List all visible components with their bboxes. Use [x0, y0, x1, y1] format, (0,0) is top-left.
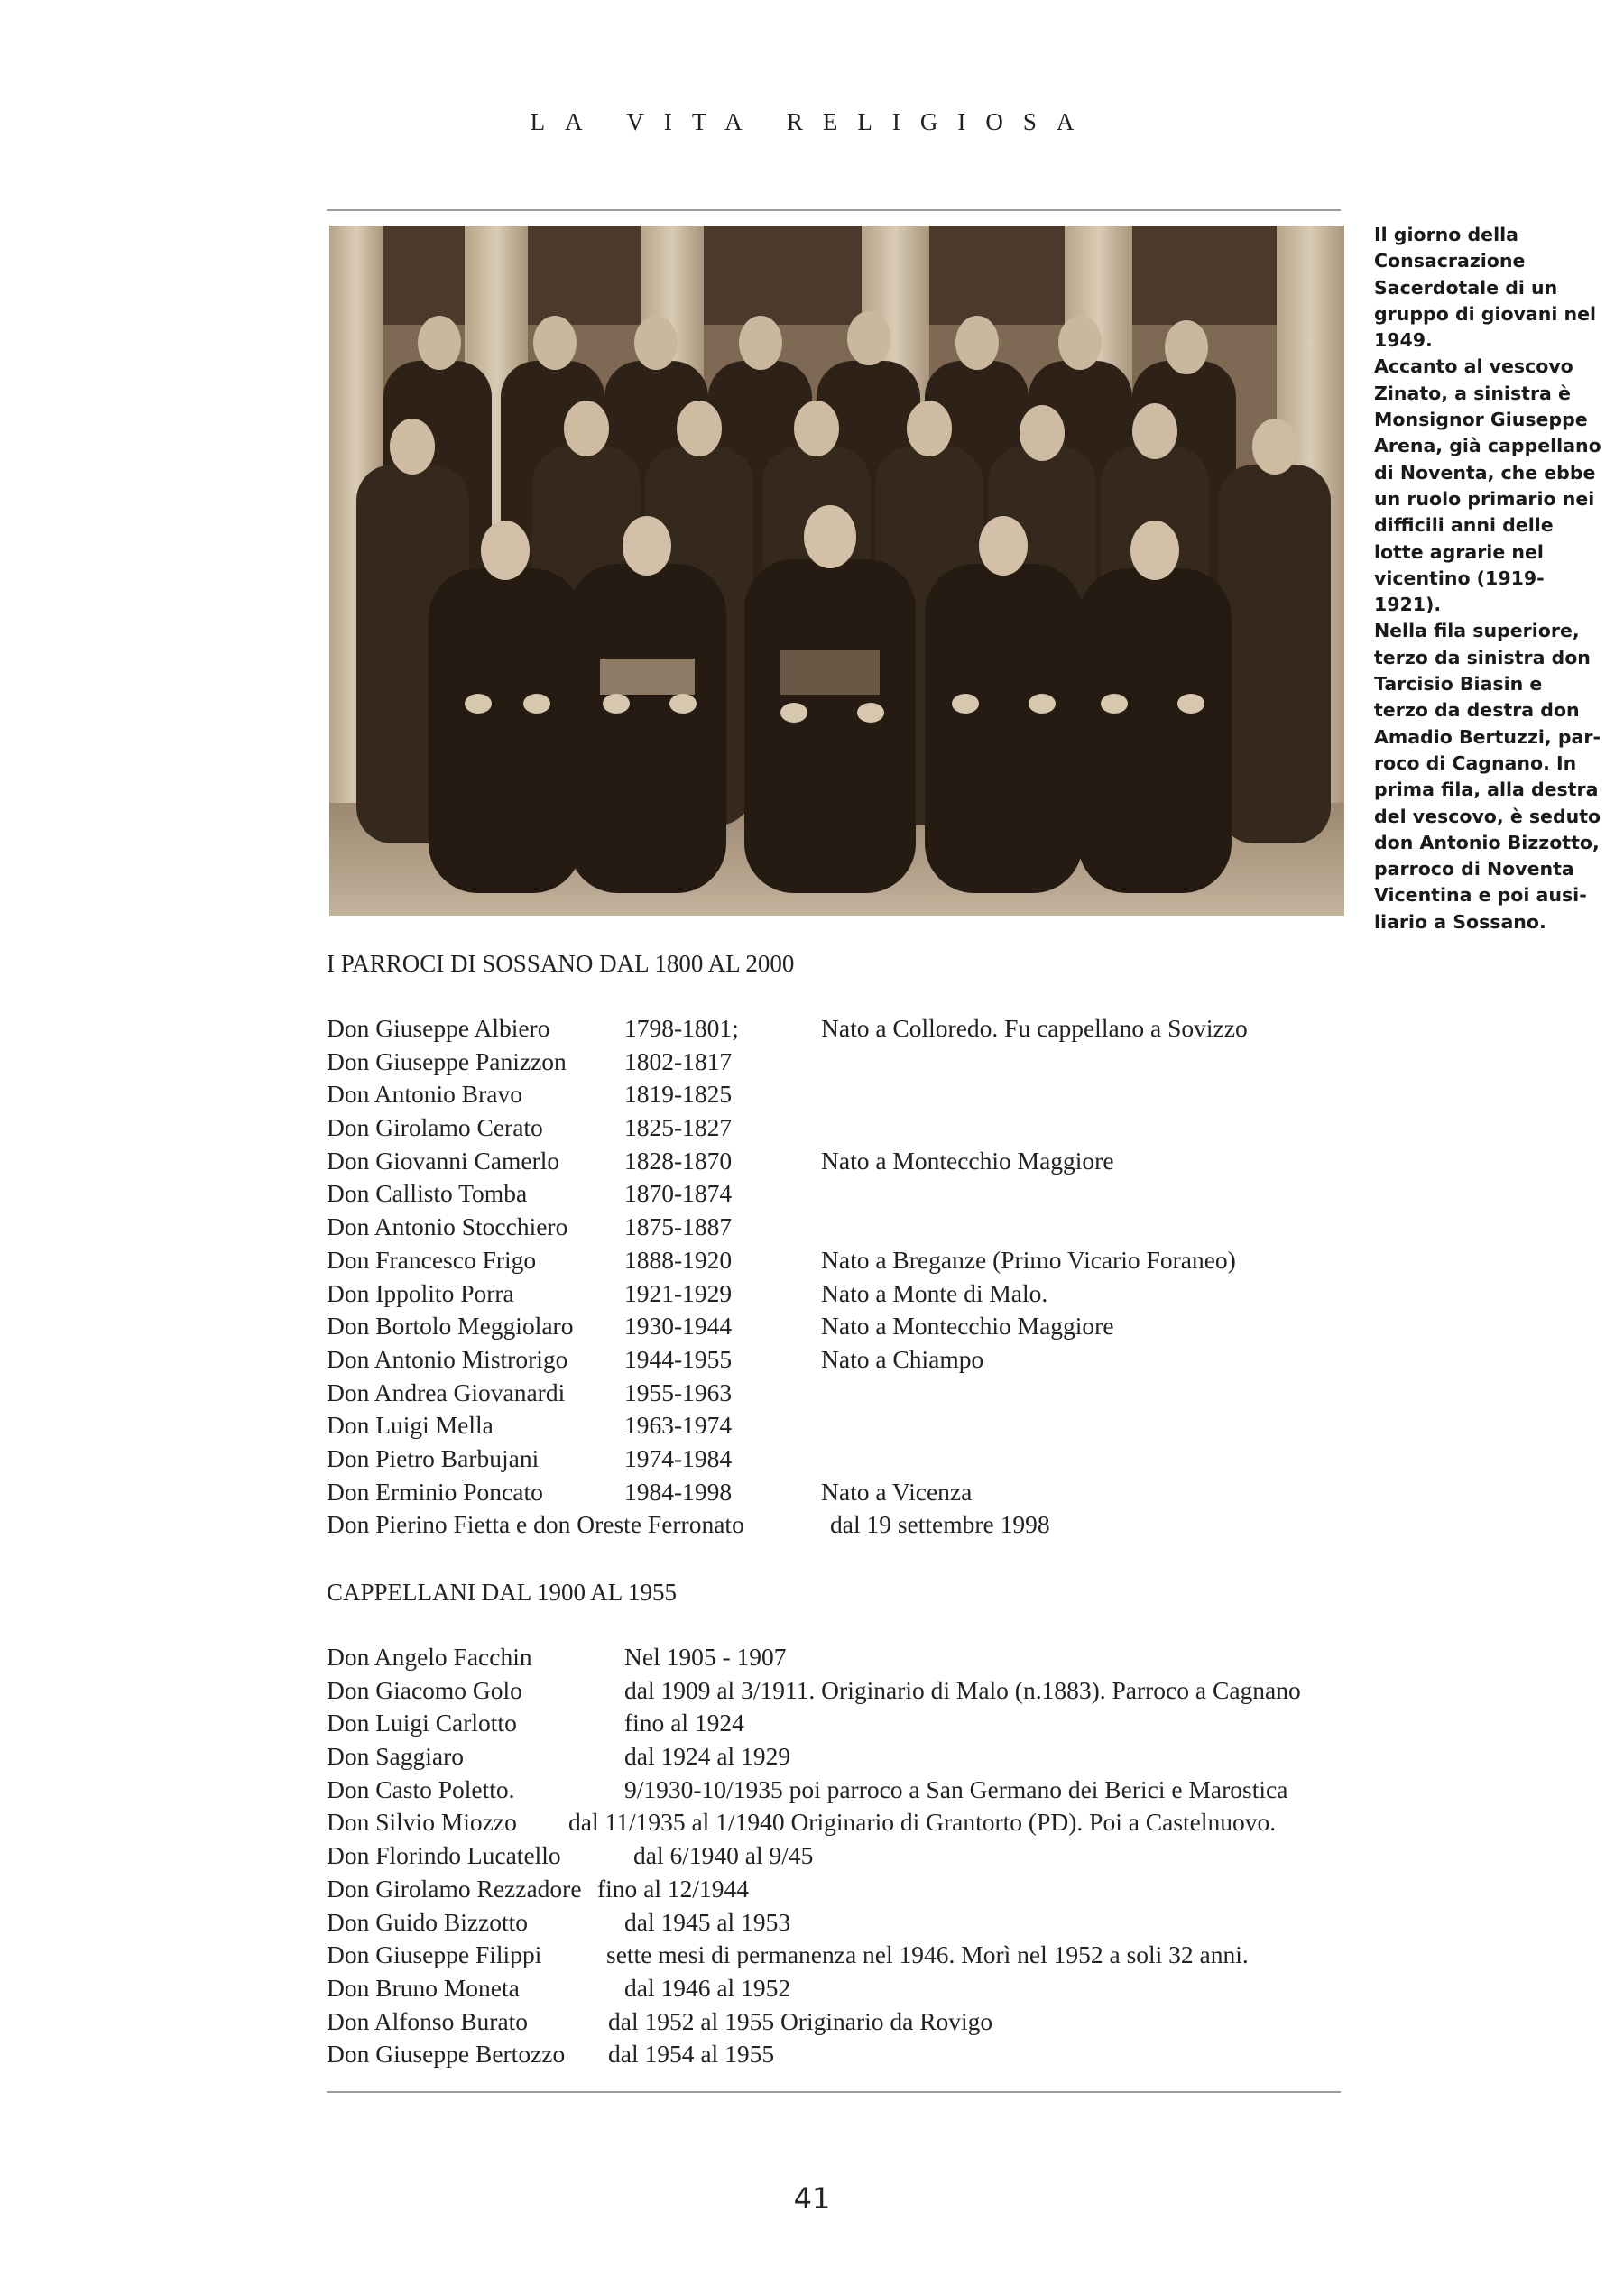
- cappellano-name: Don Girolamo Rezzadore: [327, 1874, 582, 1903]
- parroco-name: Don Bortolo Meggiolaro: [327, 1312, 574, 1341]
- cappellano-name: Don Casto Poletto.: [327, 1774, 515, 1803]
- parroco-years: 1944-1955: [624, 1344, 733, 1373]
- cappellano-info: 9/1930-10/1935 poi parroco a San Germano dei Berici e Marostica: [624, 1774, 1288, 1803]
- parroco-name: Don Callisto Tomba: [327, 1179, 528, 1208]
- top-rule: [327, 209, 1341, 211]
- caption-line: Consacrazione: [1374, 250, 1526, 272]
- caption-line: parroco di Noventa: [1374, 858, 1574, 880]
- caption-line: terzo da sinistra don: [1374, 646, 1591, 668]
- cappellano-info: dal 1952 al 1955 Originario da Rovigo: [608, 2006, 993, 2035]
- parroco-years: 1802-1817: [624, 1046, 733, 1075]
- parroco-years: 1798-1801;: [624, 1014, 739, 1042]
- page-number: 41: [793, 2181, 831, 2216]
- parroco-name: Don Erminio Poncato: [327, 1477, 543, 1506]
- parroco-note: dal 19 settembre 1998: [830, 1510, 1050, 1539]
- parroco-note: Nato a Breganze (Primo Vicario Foraneo): [821, 1245, 1236, 1274]
- caption-line: vicentino (1919-: [1374, 567, 1545, 589]
- cappellano-name: Don Saggiaro: [327, 1742, 464, 1771]
- group-photo: [329, 226, 1344, 916]
- parroco-years: 1870-1874: [624, 1179, 733, 1208]
- cappellano-info: dal 1909 al 3/1911. Originario di Malo (n.1883). Parroco a Cagnano: [624, 1675, 1301, 1704]
- running-header: LA VITA RELIGIOSA: [530, 108, 1094, 135]
- cappellano-info: dal 1946 al 1952: [624, 1973, 791, 2002]
- cappellano-info: dal 11/1935 al 1/1940 Originario di Grantorto (PD). Poi a Castelnuovo.: [568, 1808, 1277, 1837]
- parroco-years: 1888-1920: [624, 1245, 733, 1274]
- parroco-name: Don Ippolito Porra: [327, 1278, 514, 1307]
- parroco-note: Nato a Monte di Malo.: [821, 1278, 1048, 1307]
- parroco-name: Don Giuseppe Panizzon: [327, 1046, 567, 1075]
- cappellano-info: dal 6/1940 al 9/45: [633, 1841, 814, 1870]
- parroco-name: Don Antonio Bravo: [327, 1080, 522, 1109]
- cappellani-section-title: CAPPELLANI DAL 1900 AL 1955: [327, 1579, 677, 1606]
- cappellano-info: dal 1954 al 1955: [608, 2040, 775, 2069]
- photo-caption: [1374, 222, 1601, 936]
- parroco-years: 1875-1887: [624, 1212, 733, 1241]
- parroco-name: Don Antonio Stocchiero: [327, 1212, 568, 1241]
- cappellano-info: Nel 1905 - 1907: [624, 1643, 787, 1671]
- parroco-note: Nato a Montecchio Maggiore: [821, 1146, 1114, 1175]
- caption-line: Amadio Bertuzzi, par-: [1374, 725, 1601, 748]
- caption-line: Vicentina e poi ausi-: [1374, 884, 1587, 907]
- caption-line: lotte agrarie nel: [1374, 540, 1544, 563]
- caption-line: gruppo di giovani nel: [1374, 302, 1597, 325]
- parroco-years: 1921-1929: [624, 1278, 733, 1307]
- caption-line: Tarcisio Biasin e: [1374, 673, 1543, 696]
- cappellano-name: Don Bruno Moneta: [327, 1973, 520, 2002]
- parroco-years: 1819-1825: [624, 1080, 733, 1109]
- caption-line: prima fila, alla destra: [1374, 779, 1599, 801]
- parroco-years: 1974-1984: [624, 1443, 733, 1472]
- caption-line: Arena, già cappellano: [1374, 435, 1601, 457]
- parroco-note: Nato a Colloredo. Fu cappellano a Sovizzo: [821, 1014, 1248, 1042]
- parroco-years: 1825-1827: [624, 1113, 733, 1142]
- cappellano-name: Don Alfonso Burato: [327, 2006, 529, 2035]
- cappellano-name: Don Angelo Facchin: [327, 1643, 532, 1671]
- parroco-years: 1828-1870: [624, 1146, 733, 1175]
- parroco-name: Don Pietro Barbujani: [327, 1443, 540, 1472]
- group-photo-illustration: [329, 226, 1344, 916]
- parroco-years: 1984-1998: [624, 1477, 733, 1506]
- cappellano-name: Don Giuseppe Bertozzo: [327, 2040, 566, 2069]
- cappellano-info: sette mesi di permanenza nel 1946. Morì nel 1952 a soli 32 anni.: [606, 1940, 1249, 1969]
- parroco-years: 1930-1944: [624, 1312, 733, 1341]
- caption-line: Zinato, a sinistra è: [1374, 382, 1571, 404]
- caption-line: terzo da destra don: [1374, 699, 1580, 722]
- cappellano-info: dal 1924 al 1929: [624, 1742, 791, 1771]
- caption-line: 1949.: [1374, 329, 1433, 352]
- caption-line: difficili anni delle: [1374, 514, 1554, 537]
- parroco-name: Don Giovanni Camerlo: [327, 1146, 560, 1175]
- caption-line: un ruolo primario nei: [1374, 487, 1595, 510]
- caption-line: Monsignor Giuseppe: [1374, 409, 1588, 431]
- caption-line: don Antonio Bizzotto,: [1374, 831, 1600, 853]
- caption-line: liario a Sossano.: [1374, 910, 1546, 933]
- cappellano-name: Don Giuseppe Filippi: [327, 1940, 542, 1969]
- parroco-name: Don Luigi Mella: [327, 1411, 494, 1440]
- parroci-section-title: I PARROCI DI SOSSANO DAL 1800 AL 2000: [327, 950, 795, 977]
- cappellano-info: fino al 12/1944: [597, 1874, 750, 1903]
- caption-line: 1921).: [1374, 594, 1442, 616]
- parroco-note: Nato a Vicenza: [821, 1477, 973, 1506]
- cappellano-name: Don Florindo Lucatello: [327, 1841, 561, 1870]
- cappellano-name: Don Luigi Carlotto: [327, 1709, 517, 1737]
- bottom-rule: [327, 2091, 1341, 2093]
- cappellano-info: fino al 1924: [624, 1709, 744, 1737]
- cappellano-info: dal 1945 al 1953: [624, 1907, 791, 1936]
- parroco-name: Don Girolamo Cerato: [327, 1113, 543, 1142]
- caption-line: del vescovo, è seduto: [1374, 805, 1601, 827]
- cappellano-name: Don Guido Bizzotto: [327, 1907, 529, 1936]
- caption-line: di Noventa, che ebbe: [1374, 461, 1596, 484]
- parroco-years: 1963-1974: [624, 1411, 733, 1440]
- parroco-name: Don Francesco Frigo: [327, 1245, 537, 1274]
- parroco-note: Nato a Chiampo: [821, 1344, 984, 1373]
- caption-line: roco di Cagnano. In: [1374, 751, 1577, 774]
- parroco-name: Don Andrea Giovanardi: [327, 1378, 566, 1406]
- parroco-years: 1955-1963: [624, 1378, 733, 1406]
- cappellano-name: Don Silvio Miozzo: [327, 1808, 517, 1837]
- priests-front-row: [429, 559, 1232, 893]
- parroco-name: Don Antonio Mistrorigo: [327, 1344, 568, 1373]
- parroco-name: Don Giuseppe Albiero: [327, 1014, 550, 1042]
- caption-line: Il giorno della: [1374, 224, 1518, 245]
- caption-line: Accanto al vescovo: [1374, 355, 1573, 378]
- parroco-note: Nato a Montecchio Maggiore: [821, 1312, 1114, 1341]
- caption-line: Sacerdotale di un: [1374, 276, 1558, 299]
- parroco-name: Don Pierino Fietta e don Oreste Ferronato: [327, 1510, 744, 1539]
- cappellano-name: Don Giacomo Golo: [327, 1675, 522, 1704]
- caption-line: Nella fila superiore,: [1374, 620, 1580, 642]
